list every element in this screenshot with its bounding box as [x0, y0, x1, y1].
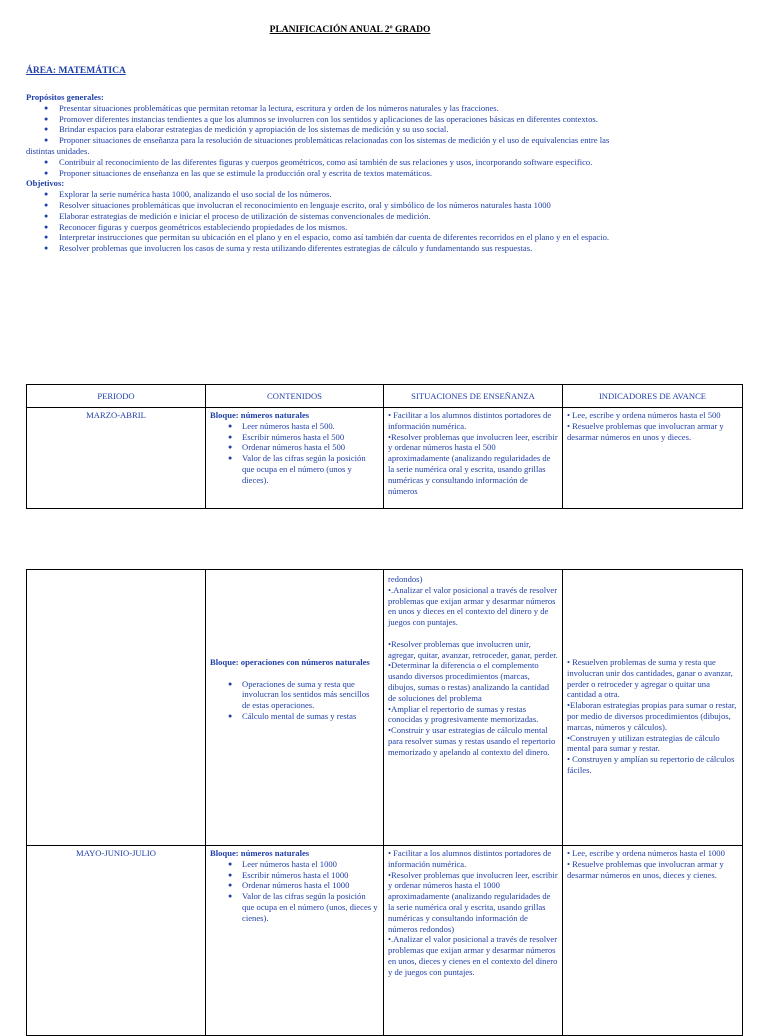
cell-paragraph: •Ampliar el repertorio de sumas y restas conocidas y progresivamente memorizadas. — [388, 703, 539, 725]
header-indicadores: INDICADORES DE AVANCE — [563, 385, 743, 408]
list-item: ● Proponer situaciones de enseñanza en las que se estimule la producción oral y escrita de textos matemáticos. — [26, 168, 611, 179]
list-item: ● Proponer situaciones de enseñanza para la resolución de situaciones problemáticas relacionadas con los sistemas de medición y el uso de equivalencias entre las distintas unidades. — [26, 135, 611, 157]
cell-paragraph: • Facilitar a los alumnos distintos portadores de información numérica. — [388, 848, 552, 869]
header-periodo: PERIODO — [27, 385, 206, 408]
list-item: ● Valor de las cifras según la posición que ocupa en el número (unos y dieces). — [210, 453, 379, 485]
contenidos-list — [210, 421, 379, 486]
header-situaciones: SITUACIONES DE ENSEÑANZA — [384, 385, 563, 408]
table-row — [27, 408, 743, 509]
indicadores-cell — [563, 408, 743, 509]
propositos-list — [26, 103, 611, 179]
list-item: ● Elaborar estrategias de medición e iniciar el proceso de utilización de sistemas convencionales de medición. — [26, 211, 611, 222]
list-item: ● Resolver problemas que involucren los casos de suma y resta utilizando diferentes estrategias de cálculo y fundamentando sus respuestas. — [26, 243, 611, 254]
contenidos-cell — [206, 408, 384, 509]
list-item: ● Operaciones de suma y resta que involucran los sentidos más sencillos de estas operaciones. — [210, 679, 379, 711]
situaciones-cell — [384, 408, 563, 509]
list-item: ● Escribir números hasta el 500 — [210, 432, 379, 443]
list-item: ● Contribuir al reconocimiento de las diferentes figuras y cuerpos geométricos, como así también de sus relaciones y usos, incorporando software especifico. — [26, 157, 611, 168]
header-contenidos: CONTENIDOS — [206, 385, 384, 408]
cell-paragraph: • Lee, escribe y ordena números hasta el 1000 — [567, 848, 725, 858]
table-row — [27, 846, 743, 1036]
periodo-cell — [27, 570, 206, 846]
list-item: ● Cálculo mental de sumas y restas — [210, 711, 379, 722]
list-item: ● Valor de las cifras según la posición que ocupa en el número (unos, dieces y cienes). — [210, 891, 379, 923]
cell-paragraph: •Construir y usar estrategias de cálculo mental para resolver sumas y restas usando el repertorio memorizado y apelando al contexto del dinero. — [388, 725, 556, 757]
cell-paragraph: • Construyen y amplían su repertorio de cálculos fáciles. — [567, 754, 735, 775]
list-item: ● Ordenar números hasta el 1000 — [210, 880, 379, 891]
list-item: ● Escribir números hasta el 1000 — [210, 870, 379, 881]
cell-paragraph: •Resolver problemas que involucren leer, escribir y ordenar números hasta el 1000 aproximadamente (analizando regularidades de la serie numérica oral y escrita, usando grillas numéricas y consultando información de números redondos) — [388, 869, 558, 934]
indicadores-cell — [563, 570, 743, 846]
list-item: ● Ordenar números hasta el 500 — [210, 442, 379, 453]
table-row — [27, 570, 743, 846]
cell-paragraph: • Resuelve problemas que involucran armar y desarmar números en unos, dieces y cienes. — [567, 858, 724, 880]
cell-paragraph: • Lee, escribe y ordena números hasta el 500 — [567, 410, 721, 420]
contenidos-cell — [206, 846, 384, 1036]
cell-paragraph: •Construyen y utilizan estrategias de cálculo mental para sumar y restar. — [567, 732, 720, 754]
contenidos-cell — [206, 570, 384, 846]
periodo-cell: MAYO-JUNIO-JULIO — [27, 846, 206, 1036]
objetivos-heading: Objetivos: — [26, 178, 65, 189]
block-title: Bloque: operaciones con números naturales — [210, 657, 370, 667]
list-item: ● Leer números hasta el 1000 — [210, 859, 379, 870]
document-title: PLANIFICACIÓN ANUAL 2º GRADO — [269, 25, 431, 35]
block-title: Bloque: números naturales — [210, 848, 310, 858]
propositos-heading: Propósitos generales: — [26, 92, 104, 102]
cell-paragraph: •.Analizar el valor posicional a través de resolver problemas que exijan armar y desarmar números en unos, dieces y cienes en el contexto del dinero y de juegos con puntajes. — [388, 934, 558, 977]
contenidos-list — [210, 859, 379, 924]
list-item: ● Brindar espacios para elaborar estrategias de medición y apropiación de los sistemas de medición y su uso social. — [26, 124, 611, 135]
cell-paragraph: •Elaboran estrategias propias para sumar o restar, por medio de diversos procedimientos (dibujos, marcas, números y cálculos). — [567, 700, 737, 732]
cell-paragraph: •Resolver problemas que involucren unir, agregar, quitar, avanzar, retroceder, ganar, perder. — [388, 638, 558, 660]
cell-paragraph: redondos) — [388, 574, 423, 584]
intro-section — [26, 92, 611, 254]
cell-paragraph: •Determinar la diferencia o el complemento usando diversos procedimientos (marcas, dibujos, sumas o restas) analizando la cantidad de soluciones del problema — [388, 660, 550, 703]
planning-table-2 — [26, 569, 743, 1036]
list-item: ● Explorar la serie numérica hasta 1000, analizando el uso social de los números. — [26, 189, 611, 200]
area-heading: ÁREA: MATEMÁTICA — [26, 66, 126, 76]
periodo-cell: MARZO-ABRIL — [27, 408, 206, 509]
planning-table-1 — [26, 384, 743, 509]
situaciones-cell — [384, 570, 563, 846]
cell-paragraph: •.Analizar el valor posicional a través de resolver problemas que exijan armar y desarmar números en unos y dieces en el contexto del dinero y de juegos con puntajes. — [388, 584, 558, 628]
list-item: ● Promover diferentes instancias tendientes a que los alumnos se involucren con los sentidos y aplicaciones de las operaciones básicas en diferentes contextos. — [26, 114, 611, 125]
cell-paragraph: • Facilitar a los alumnos distintos portadores de información numérica. — [388, 410, 552, 431]
situaciones-cell — [384, 846, 563, 1036]
contenidos-list — [210, 679, 379, 722]
list-item: ● Interpretar instrucciones que permitan su ubicación en el plano y en el espacio, como así también dar cuenta de diferentes recorridos en el plano y en el espacio. — [26, 232, 611, 243]
list-item: ● Presentar situaciones problemáticas que permitan retomar la lectura, escritura y orden de los números naturales y las fracciones. — [26, 103, 611, 114]
cell-paragraph: •Resolver problemas que involucren leer, escribir y ordenar números hasta el 500 aproximadamente (analizando regularidades de la serie numérica oral y escrita, usando grillas numéricas y consultando información de números — [388, 431, 558, 496]
list-item: ● Leer números hasta el 500. — [210, 421, 379, 432]
block-title: Bloque: números naturales — [210, 410, 310, 420]
table-header-row — [27, 385, 743, 408]
objetivos-list — [26, 189, 611, 254]
indicadores-cell — [563, 846, 743, 1036]
cell-paragraph: • Resuelven problemas de suma y resta que involucran unir dos cantidades, ganar o avanzar, perder o retroceder y agregar o quitar una cantidad a otra. — [567, 657, 733, 700]
list-item: ● Reconocer figuras y cuerpos geométricos estableciendo propiedades de los mismos. — [26, 222, 611, 233]
list-item: ● Resolver situaciones problemáticas que involucran el reconocimiento en lenguaje escrito, oral y simbólico de los números naturales hasta 1000 — [26, 200, 611, 211]
cell-paragraph: • Resuelve problemas que involucran armar y desarmar números en unos y dieces. — [567, 420, 724, 442]
